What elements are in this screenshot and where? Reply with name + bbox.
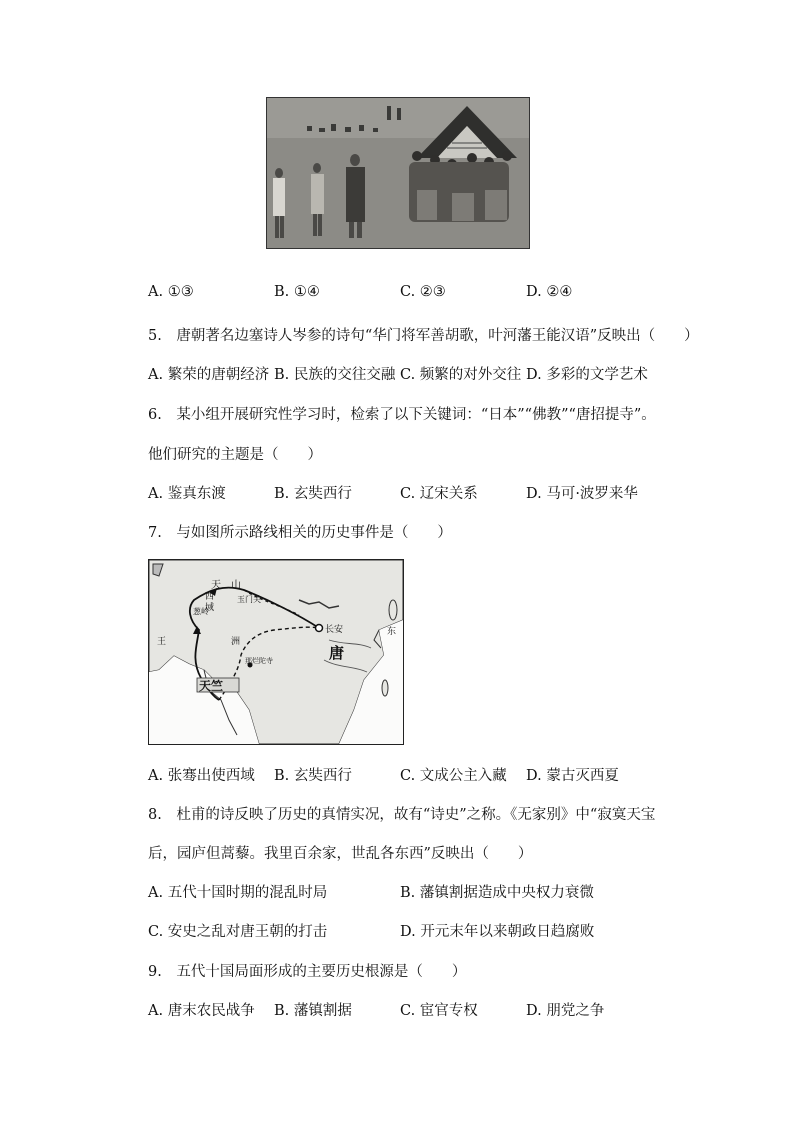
map-label-tang: 唐: [329, 644, 345, 662]
q6-option-d[interactable]: D. 马可·波罗来华: [526, 486, 638, 502]
q5-stem: 5. 唐朝著名边塞诗人岑参的诗句“华门将军善胡歌，叶河藩王能汉语”反映出（ ）: [148, 328, 699, 344]
map-label-zhou: 洲: [231, 637, 241, 647]
xuanzang-route-map: [148, 559, 404, 745]
q6-option-a[interactable]: A. 鉴真东渡: [148, 486, 226, 502]
map-label-changan: 长安: [325, 625, 344, 635]
q7-option-d[interactable]: D. 蒙古灭西夏: [526, 768, 619, 784]
q8-option-c[interactable]: C. 安史之乱对唐王朝的打击: [148, 924, 328, 940]
q9-option-b[interactable]: B. 藩镇割据: [274, 1003, 352, 1019]
q5-option-d[interactable]: D. 多彩的文学艺术: [526, 367, 648, 383]
map-label-yumenguan: 玉门关: [237, 595, 261, 604]
q8-stem-line2: 后，园庐但蒿藜。我里百余家，世乱各东西”反映出（ ）: [148, 846, 533, 862]
q9-option-c[interactable]: C. 宦官专权: [400, 1003, 478, 1019]
map-label-tianshan: 天 山: [211, 580, 241, 591]
tang-banquet-painting: [266, 97, 530, 249]
route-map-illustration: [149, 560, 403, 744]
map-label-dong: 东: [387, 627, 397, 637]
q9-option-d[interactable]: D. 朋党之争: [526, 1003, 605, 1019]
q8-stem-line1: 8. 杜甫的诗反映了历史的真情实况，故有“诗史”之称。《无家别》中“寂寞天宝: [148, 807, 656, 823]
q6-option-b[interactable]: B. 玄奘西行: [274, 486, 352, 502]
map-label-tianzhu: 天竺: [199, 679, 224, 693]
map-label-congling: 葱岭: [193, 607, 209, 616]
q8-option-a[interactable]: A. 五代十国时期的混乱时局: [148, 885, 328, 901]
q5-option-b[interactable]: B. 民族的交往交融: [274, 367, 396, 383]
map-label-wang: 王: [157, 637, 167, 647]
q6-stem-line1: 6. 某小组开展研究性学习时，检索了以下关键词：“日本”“佛教”“唐招提寺”。: [148, 407, 656, 423]
q8-option-d[interactable]: D. 开元末年以来朝政日趋腐败: [400, 924, 595, 940]
q9-option-a[interactable]: A. 唐末农民战争: [148, 1003, 255, 1019]
q7-stem: 7. 与如图所示路线相关的历史事件是（ ）: [148, 525, 452, 541]
q4-option-d[interactable]: D. ②④: [526, 284, 573, 300]
q8-option-b[interactable]: B. 藩镇割据造成中央权力衰微: [400, 885, 594, 901]
q6-stem-line2: 他们研究的主题是（ ）: [148, 447, 322, 463]
painting-illustration: [267, 98, 529, 248]
map-label-xiyu: 西 域: [205, 592, 215, 613]
q5-option-c[interactable]: C. 频繁的对外交往: [400, 367, 522, 383]
q9-stem: 9. 五代十国局面形成的主要历史根源是（ ）: [148, 964, 467, 980]
q6-option-c[interactable]: C. 辽宋关系: [400, 486, 478, 502]
q5-option-a[interactable]: A. 繁荣的唐朝经济: [148, 367, 270, 383]
q7-option-c[interactable]: C. 文成公主入藏: [400, 768, 507, 784]
q7-option-b[interactable]: B. 玄奘西行: [274, 768, 352, 784]
map-label-nalanduo: 那烂陀寺: [245, 657, 273, 665]
q7-option-a[interactable]: A. 张骞出使西域: [148, 768, 255, 784]
q4-option-b[interactable]: B. ①④: [274, 284, 320, 300]
q4-option-c[interactable]: C. ②③: [400, 284, 446, 300]
q4-option-a[interactable]: A. ①③: [148, 284, 194, 300]
